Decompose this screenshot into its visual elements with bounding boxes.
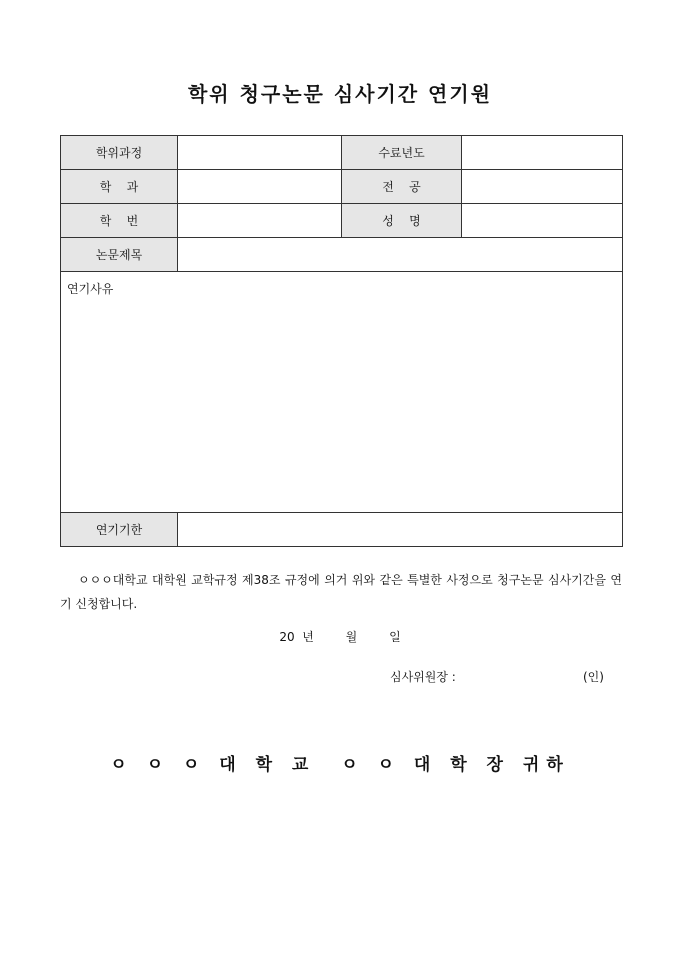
student-id-field[interactable] [178,204,342,238]
student-id-label: 학 번 [61,204,178,238]
request-statement: ㅇㅇㅇ대학교 대학원 교학규정 제38조 규정에 의거 위와 같은 특별한 사정으로 청구논문 심사기간을 연기 신청합니다. [60,573,622,611]
addressee: ㅇ ㅇ ㅇ 대 학 교 ㅇ ㅇ 대 학 장 귀하 [110,755,570,775]
form-row-department [61,170,623,204]
major-label: 전 공 [342,170,462,204]
degree-course-label: 학위과정 [61,136,178,170]
seal-mark: (인) [583,670,604,684]
document-title: 학위 청구논문 심사기간 연기원 [187,82,493,106]
date-day: 일 [389,630,401,644]
degree-course-field[interactable] [178,136,342,170]
major-field[interactable] [462,170,623,204]
date-year: 20 년 [279,630,314,644]
reason-label: 연기사유 [67,282,114,296]
application-form-table [60,135,623,547]
form-row-thesis [61,238,623,272]
date-line [0,628,680,645]
form-row-reason [61,272,623,513]
deadline-label: 연기기한 [61,513,178,547]
committee-chair-label: 심사위원장 : [390,670,456,684]
form-row-student [61,204,623,238]
form-row-course [61,136,623,170]
name-field[interactable] [462,204,623,238]
thesis-title-label: 논문제목 [61,238,178,272]
completion-year-label: 수료년도 [342,136,462,170]
form-row-deadline [61,513,623,547]
department-label: 학 과 [61,170,178,204]
deadline-field[interactable] [178,513,623,547]
thesis-title-field[interactable] [178,238,623,272]
reason-field[interactable] [61,272,623,513]
completion-year-field[interactable] [462,136,623,170]
name-label: 성 명 [342,204,462,238]
department-field[interactable] [178,170,342,204]
date-month: 월 [345,630,358,644]
